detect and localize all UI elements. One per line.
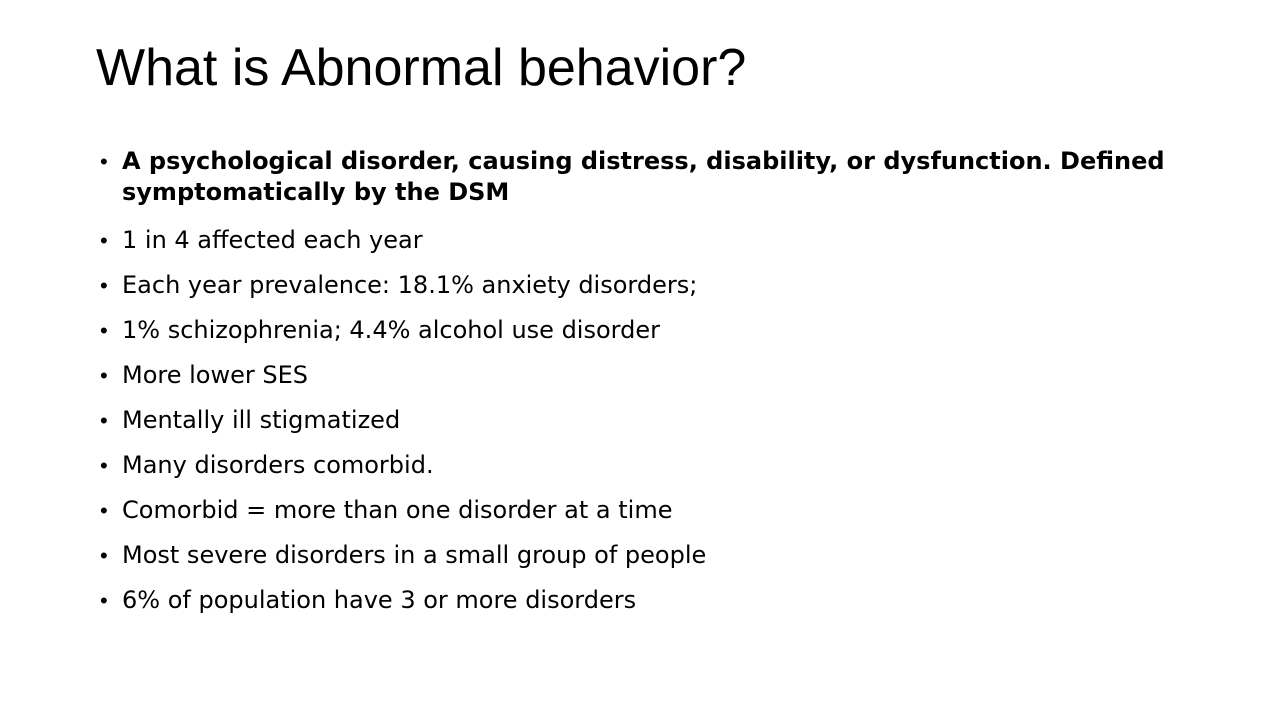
bullet-icon: • xyxy=(100,228,108,253)
bullet-item xyxy=(100,495,1200,526)
bullet-icon: • xyxy=(100,543,108,568)
bullet-icon: • xyxy=(100,453,108,478)
bullet-item xyxy=(100,540,1200,571)
bullet-icon: • xyxy=(100,318,108,343)
bullet-text: More lower SES xyxy=(122,361,308,389)
bullet-item xyxy=(100,270,1200,301)
bullet-text: Many disorders comorbid. xyxy=(122,451,434,479)
bullet-text: Most severe disorders in a small group of people xyxy=(122,541,707,569)
bullet-text: Comorbid = more than one disorder at a time xyxy=(122,496,673,524)
bullet-icon: • xyxy=(100,149,108,174)
bullet-item xyxy=(100,225,1200,256)
bullet-item xyxy=(100,405,1200,436)
bullet-text: A psychological disorder, causing distress, disability, or dysfunction. Defined symptomatically by the DSM xyxy=(122,147,1165,206)
bullet-text: 1% schizophrenia; 4.4% alcohol use disorder xyxy=(122,316,660,344)
bullet-item xyxy=(100,585,1200,616)
slide-title: What is Abnormal behavior? xyxy=(96,39,747,97)
bullet-item xyxy=(100,450,1200,481)
bullet-list xyxy=(100,146,1200,630)
bullet-text: 1 in 4 affected each year xyxy=(122,226,423,254)
bullet-text: Mentally ill stigmatized xyxy=(122,406,401,434)
bullet-icon: • xyxy=(100,498,108,523)
bullet-text: 6% of population have 3 or more disorders xyxy=(122,586,637,614)
bullet-icon: • xyxy=(100,408,108,433)
bullet-item xyxy=(100,360,1200,391)
bullet-icon: • xyxy=(100,588,108,613)
bullet-item xyxy=(100,315,1200,346)
bullet-icon: • xyxy=(100,273,108,298)
bullet-text: Each year prevalence: 18.1% anxiety disorders; xyxy=(122,271,698,299)
bullet-icon: • xyxy=(100,363,108,388)
bullet-item xyxy=(100,146,1200,208)
